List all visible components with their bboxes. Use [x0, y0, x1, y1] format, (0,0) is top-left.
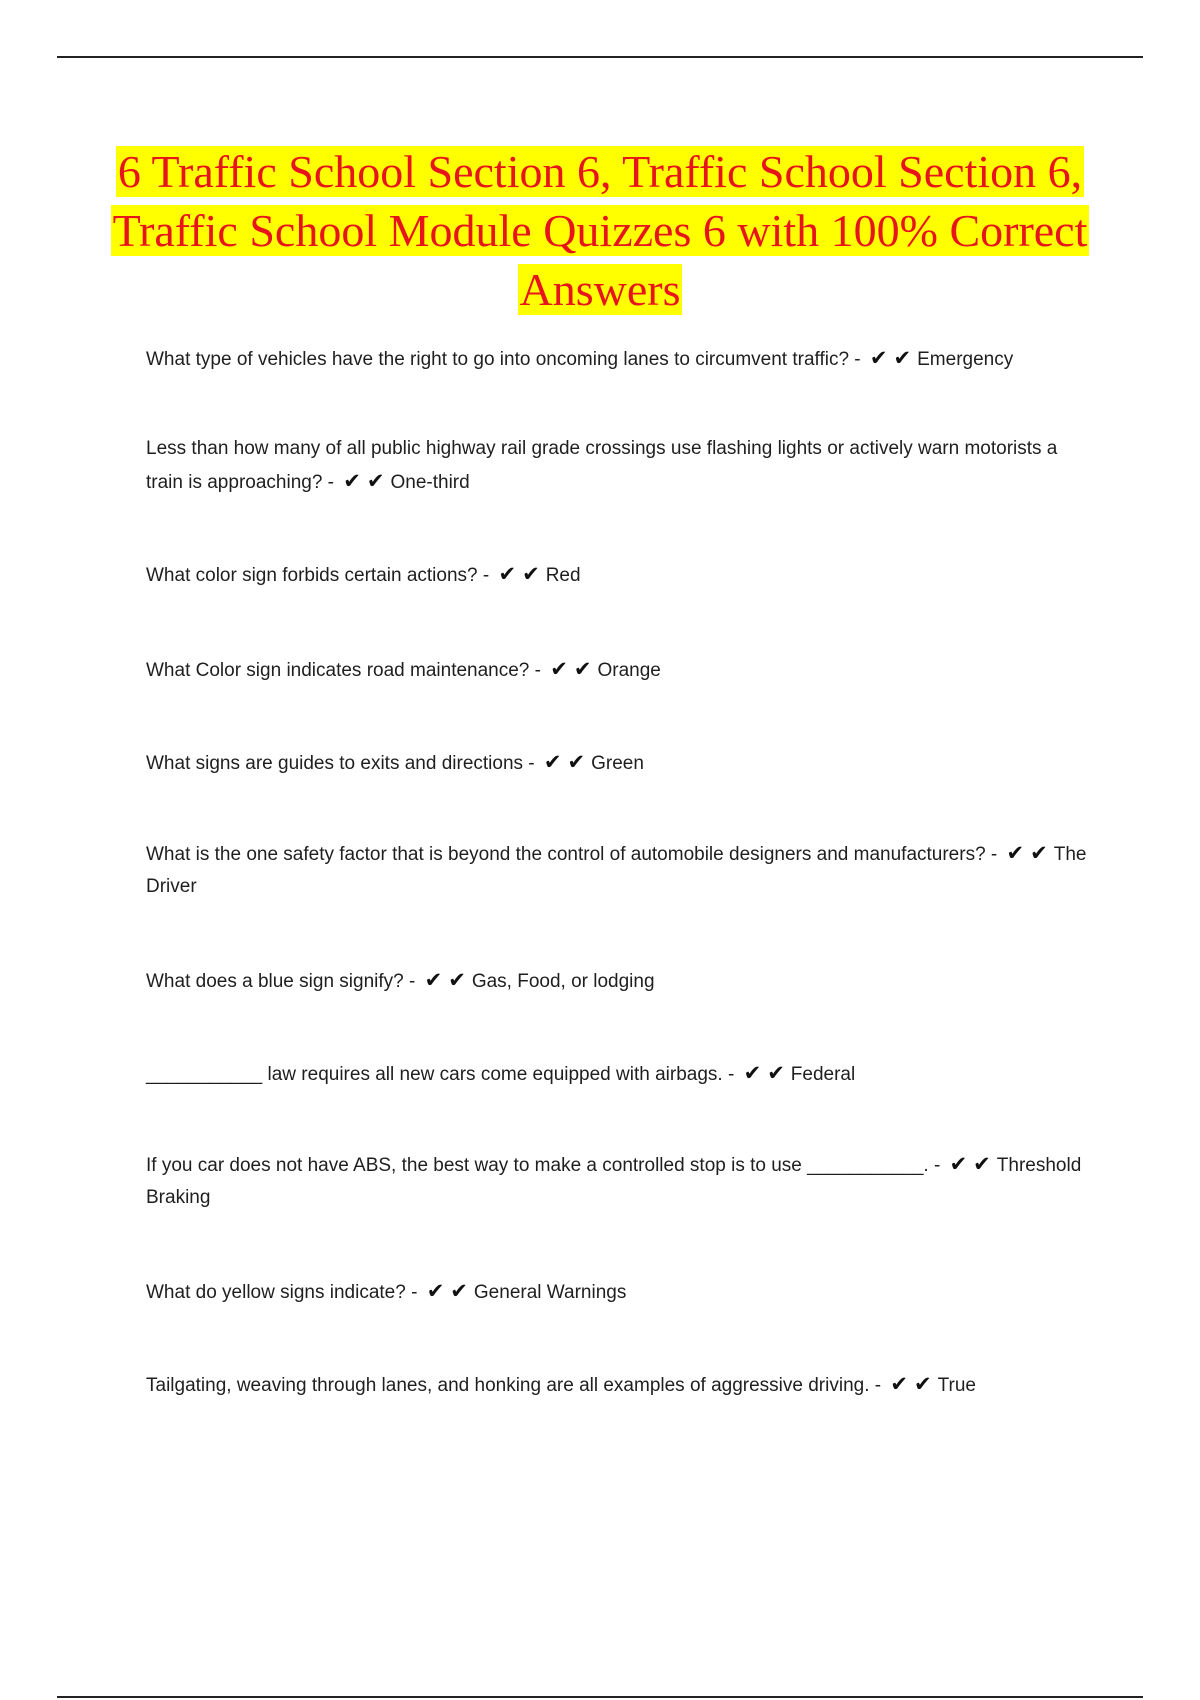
double-check-icon: ✔✔ — [869, 346, 918, 370]
question-text: What Color sign indicates road maintenance? — [146, 660, 530, 681]
answer-text: One-third — [390, 472, 470, 493]
answer-text: Red — [545, 565, 581, 586]
question-text: If you car does not have ABS, the best way to make a controlled stop is to use ___________. — [146, 1155, 929, 1176]
double-check-icon: ✔✔ — [890, 1372, 938, 1396]
qa-item: What do yellow signs indicate? - ✔✔General Warnings — [146, 1279, 627, 1303]
answer-text: The Driver — [146, 844, 1087, 897]
question-text: ___________ law requires all new cars come equipped with airbags. — [146, 1064, 723, 1085]
question-text: What does a blue sign signify? — [146, 971, 404, 992]
double-check-icon: ✔✔ — [424, 968, 472, 992]
question-text: Less than how many of all public highway rail grade crossings use flashing lights or actively warn motorists a train is approaching? — [146, 438, 1058, 493]
double-check-icon: ✔✔ — [949, 1152, 997, 1176]
question-text: What signs are guides to exits and directions — [146, 753, 524, 774]
qa-item: What type of vehicles have the right to go into oncoming lanes to circumvent traffic? - ✔✔Emergency — [146, 346, 1014, 370]
bottom-rule — [57, 1696, 1143, 1698]
qa-item: Tailgating, weaving through lanes, and honking are all examples of aggressive driving. - ✔✔True — [146, 1372, 976, 1396]
double-check-icon: ✔✔ — [498, 562, 546, 586]
qa-item: What does a blue sign signify? - ✔✔Gas, Food, or lodging — [146, 968, 655, 992]
double-check-icon: ✔✔ — [543, 750, 592, 774]
answer-text: Gas, Food, or lodging — [471, 971, 655, 992]
qa-item: ___________ law requires all new cars come equipped with airbags. - ✔✔Federal — [146, 1061, 856, 1085]
double-check-icon: ✔✔ — [426, 1279, 474, 1303]
question-text: What type of vehicles have the right to go into oncoming lanes to circumvent traffic? — [146, 349, 850, 370]
qa-item: What is the one safety factor that is beyond the control of automobile designers and manufacturers? - ✔✔The Driver — [146, 841, 1087, 897]
question-text: What color sign forbids certain actions? — [146, 565, 478, 586]
answer-text: Orange — [597, 660, 661, 681]
question-text: What is the one safety factor that is beyond the control of automobile designers and manufacturers? — [146, 844, 986, 865]
double-check-icon: ✔✔ — [550, 657, 598, 681]
answer-text: General Warnings — [473, 1282, 627, 1303]
qa-item: Less than how many of all public highway rail grade crossings use flashing lights or actively warn motorists a train is approaching? - ✔✔One-third — [146, 438, 1058, 493]
answer-text: Federal — [790, 1064, 856, 1085]
question-text: What do yellow signs indicate? — [146, 1282, 406, 1303]
answer-text: Threshold Braking — [146, 1155, 1082, 1208]
answer-text: True — [937, 1375, 976, 1396]
qa-item: What signs are guides to exits and directions - ✔✔Green — [146, 750, 644, 774]
answer-text: Green — [591, 753, 644, 774]
qa-item: If you car does not have ABS, the best way to make a controlled stop is to use ___________. - ✔✔Threshold Braking — [146, 1152, 1082, 1208]
double-check-icon: ✔✔ — [743, 1061, 791, 1085]
double-check-icon: ✔✔ — [1006, 841, 1054, 865]
question-text: Tailgating, weaving through lanes, and honking are all examples of aggressive driving. — [146, 1375, 870, 1396]
title-highlight: 6 Traffic School Section 6, Traffic School Section 6, Traffic School Module Quizzes 6 with 100% Correct Answers — [112, 146, 1088, 315]
qa-item: What Color sign indicates road maintenance? - ✔✔Orange — [146, 657, 661, 681]
double-check-icon: ✔✔ — [343, 469, 391, 493]
qa-item: What color sign forbids certain actions? - ✔✔Red — [146, 562, 581, 586]
answer-text: Emergency — [917, 349, 1014, 370]
